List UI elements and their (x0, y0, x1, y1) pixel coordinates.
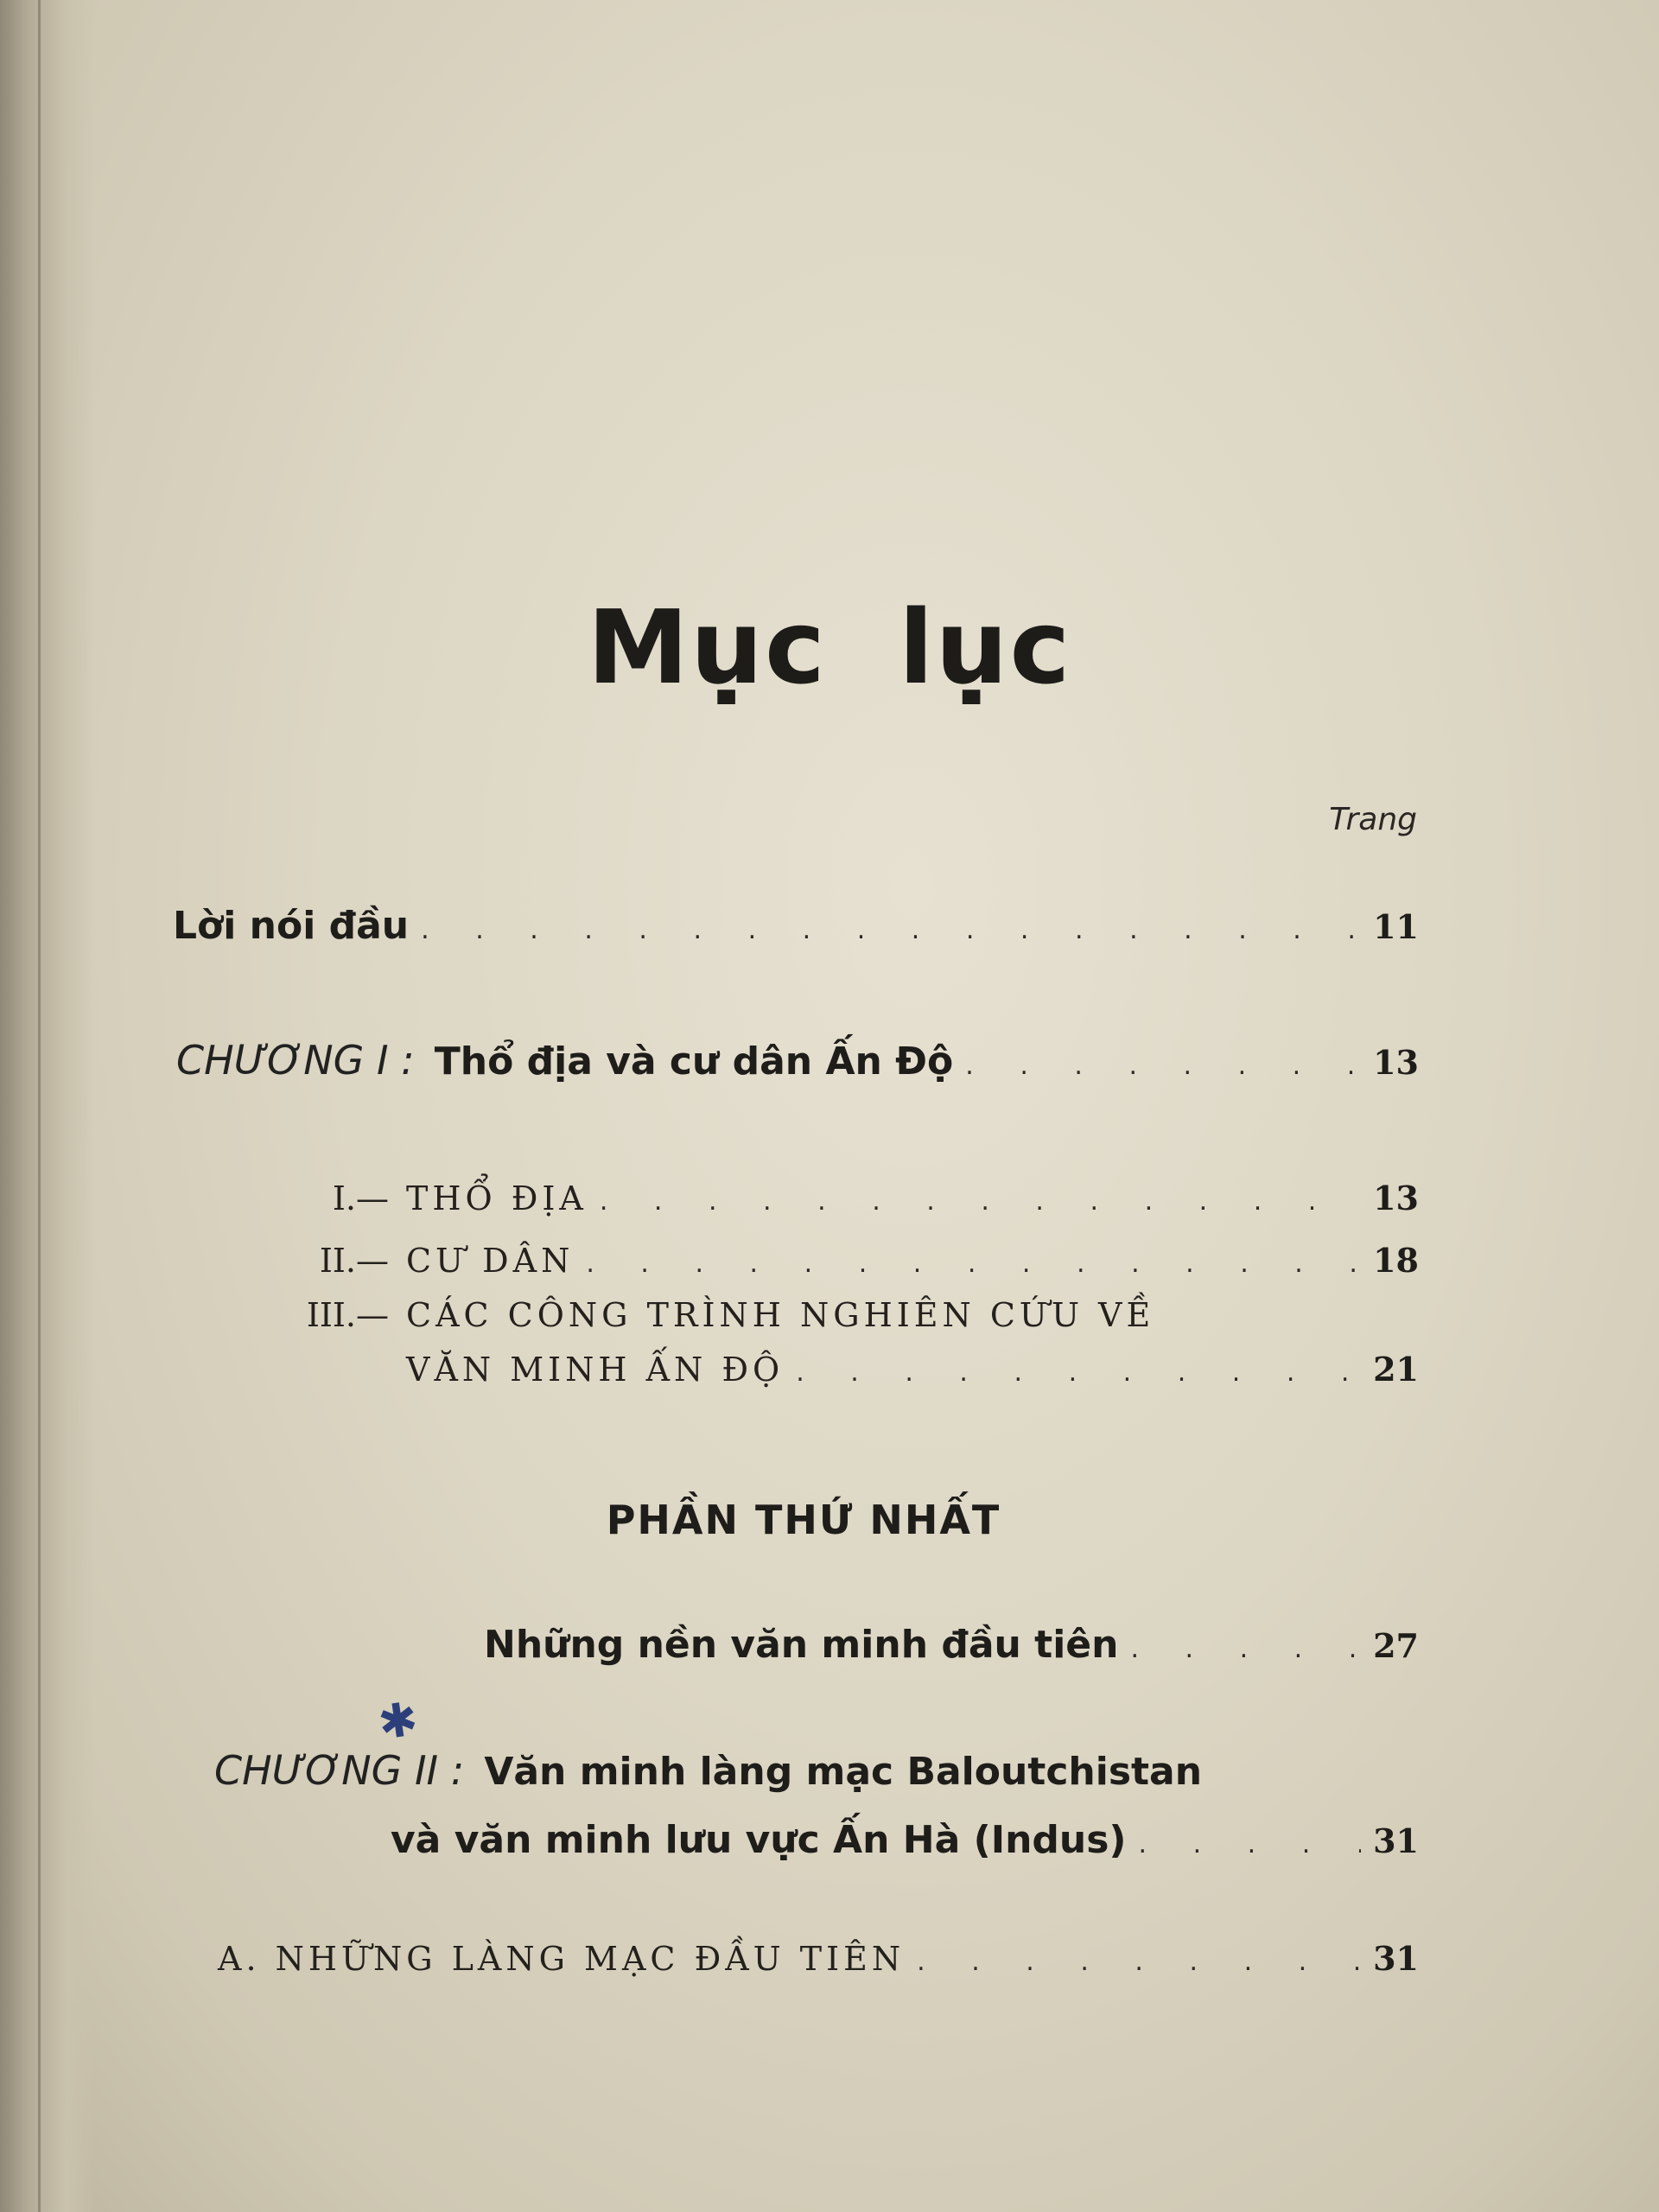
dot-leader (965, 1053, 1361, 1079)
toc-entry-section-2-a[interactable] (218, 1939, 1419, 1978)
section-number: I.— (332, 1179, 389, 1217)
toc-entry-section-1-1[interactable] (294, 1179, 1419, 1217)
toc-entry-label: Lời nói đầu (173, 904, 410, 948)
toc-entry-chapter-2-line1[interactable] (214, 1747, 1202, 1794)
dot-leader (421, 918, 1361, 944)
toc-page-number: 21 (1373, 1350, 1419, 1389)
section-number: III.— (306, 1296, 389, 1334)
dot-leader (600, 1189, 1361, 1215)
toc-page-number: 27 (1373, 1626, 1419, 1665)
toc-entry-chapter-2-line2[interactable] (391, 1818, 1419, 1862)
chapter-tag: CHƯƠNG I : (176, 1037, 415, 1084)
toc-entry-label: CÁC CÔNG TRÌNH NGHIÊN CỨU VỀ (406, 1296, 1155, 1334)
toc-entry-label: THỔ ĐỊA (406, 1179, 588, 1217)
section-number: II.— (319, 1242, 389, 1280)
toc-entry-label: Văn minh làng mạc Baloutchistan (484, 1750, 1203, 1794)
toc-entry-label: và văn minh lưu vực Ấn Hà (Indus) (391, 1818, 1127, 1862)
dot-leader (796, 1360, 1361, 1386)
page-column-label: Trang (1329, 802, 1417, 837)
dot-leader (1139, 1832, 1362, 1858)
toc-entry-section-1-3-line1[interactable] (294, 1296, 1154, 1334)
toc-entry-label: CƯ DÂN (406, 1242, 575, 1280)
toc-entry-section-1-3-line2[interactable] (406, 1350, 1419, 1389)
toc-page-number: 13 (1373, 1179, 1419, 1217)
toc-page-number: 13 (1373, 1043, 1419, 1082)
part-heading: PHẦN THỨ NHẤT (606, 1497, 1001, 1543)
toc-entry-chapter-1[interactable] (176, 1037, 1419, 1084)
dot-leader (1130, 1637, 1361, 1662)
page-gutter-line (38, 0, 41, 2212)
toc-page-number: 31 (1373, 1821, 1419, 1860)
chapter-tag: CHƯƠNG II : (214, 1747, 465, 1794)
toc-entry-label: A. NHỮNG LÀNG MẠC ĐẦU TIÊN (218, 1940, 906, 1978)
toc-entry-section-1-2[interactable] (294, 1241, 1419, 1280)
toc-entry-label: Thổ địa và cư dân Ấn Độ (434, 1039, 954, 1084)
toc-entry-part-1[interactable] (484, 1623, 1419, 1667)
toc-entry-preface[interactable] (173, 904, 1419, 948)
page-title: Mục lục (587, 588, 1072, 707)
toc-page-number: 11 (1373, 907, 1419, 946)
page-gutter (0, 0, 95, 2212)
toc-entry-label: Những nền văn minh đầu tiên (484, 1623, 1119, 1667)
toc-page-number: 31 (1373, 1939, 1419, 1978)
dot-leader (917, 1949, 1361, 1975)
dot-leader (586, 1251, 1361, 1277)
toc-page-number: 18 (1373, 1241, 1419, 1280)
toc-entry-label: VĂN MINH ẤN ĐỘ (406, 1351, 785, 1389)
handwritten-star-mark: ✱ (374, 1691, 422, 1751)
